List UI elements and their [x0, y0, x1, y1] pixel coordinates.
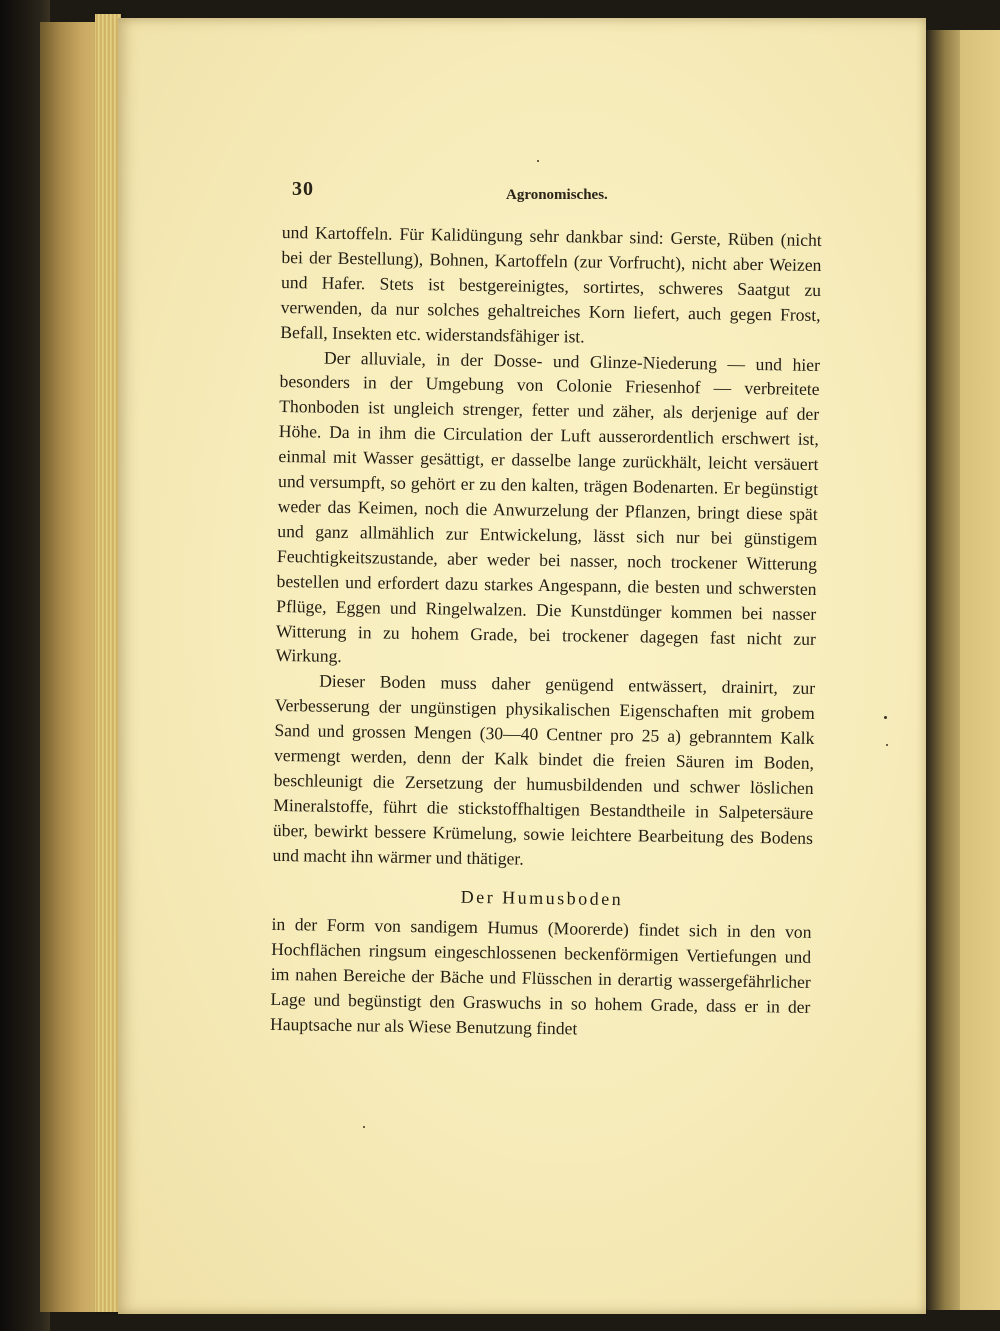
- paragraph-continuation: und Kartoffeln. Für Kalidüngung sehr dankbar sind: Gerste, Rüben (nicht bei der Bestellung), Bohnen, Kartoffeln (zur Vorfrucht), nicht aber Weizen und Hafer. Stets ist bestgereinigtes, sortirtes, schweres Saatgut zu verwenden, da nur solches gehaltreiches Korn liefert, auch gegen Frost, Befall, Insekten etc. widerstandsfähiger ist.: [280, 221, 822, 347]
- body-text: [270, 220, 822, 1045]
- paper-speck: [884, 716, 887, 719]
- page-number: 30: [292, 178, 314, 200]
- facing-page-edge: [926, 30, 1000, 1310]
- paragraph-drainage: Dieser Boden muss daher genügend entwässert, drainirt, zur Verbesserung der ungünstigen physikalischen Eigenschaften mit grobem Sand und grossen Mengen (30—40 Centner pro 25 a) gebranntem Kalk vermengt werden, denn der Kalk bindet die freien Säuren im Boden, beschleunigt die Zersetzung der humusbildenden und schwer löslichen Mineralstoffe, führt die stickstoffhaltigen Bestandtheile in Salpetersäure über, bewirkt bessere Krümelung, sowie leichtere Bearbeitung des Bodens und macht ihn wärmer und thätiger.: [272, 670, 816, 869]
- paper-speck: [363, 1126, 365, 1128]
- paragraph-alluvial-clay: Der alluviale, in der Dosse- und Glinze-Niederung — und hier besonders in der Umgebung von Colonie Friesenhof — verbreitete Thonboden ist ungleich strenger, fetter und zäher, als derjenige auf der Höhe. Da in ihm die Circulation der Luft ausserordentlich erschwert ist, einmal mit Wasser gesättigt, er dasselbe lange zurückhält, leicht versäuert und versumpft, so gehört er zu den kalten, trägen Bodenarten. Er begünstigt weder das Keimen, noch die Anwurzelung der Pflanzen, bringt diese spät und ganz allmählich zur Entwickelung, lässt sich nur bei günstigem Feuchtigkeitszustande, aber weder bei nasser, noch trockener Witterung bestellen und erfordert dazu starkes Angespann, die besten und schwersten Pflüge, Eggen und Ringelwalzen. Die Kunstdünger kommen bei nasser Witterung in zu hohem Grade, bei trockener dagegen fast nicht zur Wirkung.: [275, 347, 821, 667]
- section-heading: Der Humusboden: [460, 886, 624, 909]
- paragraph-humus: in der Form von sandigem Humus (Moorerde) findet sich in den von Hochflächen ringsum eingeschlossenen beckenförmigen Vertiefungen und im nahen Bereiche der Bäche und Flüsschen in derartig wassergefährlicher Lage und begünstigt den Graswuchs in so hohem Grade, dass er in der Hauptsache nur als Wiese Benutzung findet: [269, 914, 812, 1039]
- paper-speck: [537, 160, 539, 162]
- running-head: Agronomisches.: [506, 187, 608, 203]
- paper-speck: [886, 744, 888, 746]
- page-header: [0, 178, 1000, 208]
